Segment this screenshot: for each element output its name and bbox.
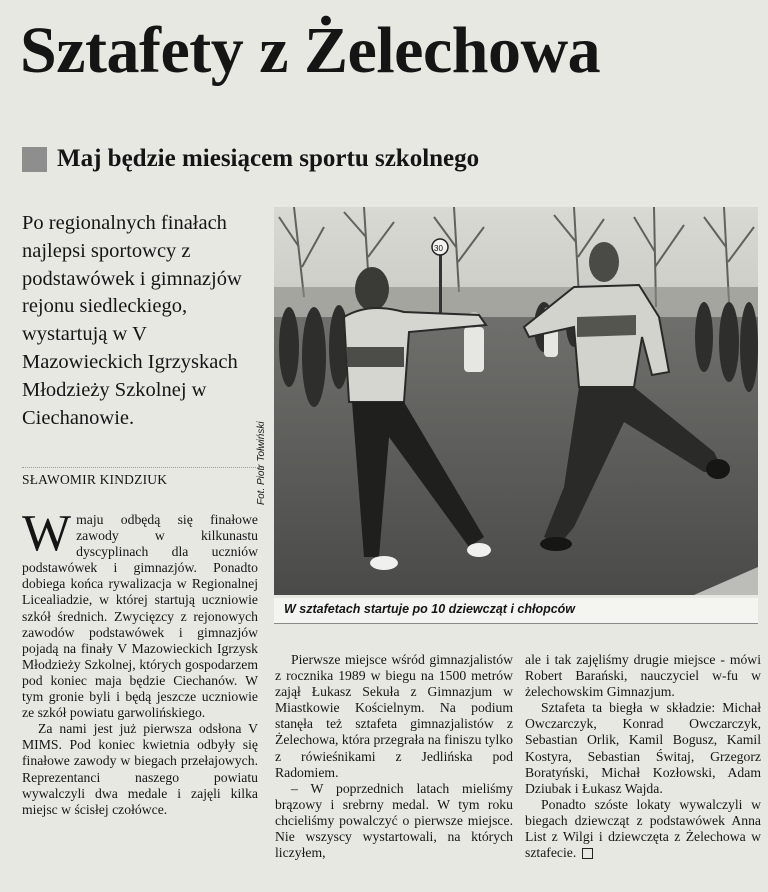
article-column-2 xyxy=(275,652,513,861)
speed-sign-number: 30 xyxy=(434,244,443,253)
article-column-1 xyxy=(22,505,258,818)
column3-paragraph-3-text: Ponadto szóste lokaty wywalczyli w biegach dziewcząt z podstawówek Anna List z Wilgi i dziewczęta z Żelechowa w sztafecie. xyxy=(525,796,761,861)
column3-paragraph-1: ale i tak zajęliśmy drugie miejsce - mówi Robert Barański, nauczyciel w-fu w żelechowskim Gimnazjum. xyxy=(525,652,761,700)
column2-paragraph-2: – W poprzednich latach mieliśmy brązowy i srebrny medal. W tym roku chcieliśmy powalczyć o pierwsze miejsce. Nie wszyscy wystartowali, na których liczyłem, xyxy=(275,780,513,861)
article-column-3 xyxy=(525,652,761,861)
photo-credit: Fot. Piotr Tołwiński xyxy=(256,421,267,505)
byline: SŁAWOMIR KINDZIUK xyxy=(22,472,168,487)
drop-cap: W xyxy=(22,505,72,562)
column2-paragraph-1: Pierwsze miejsce wśród gimnazjalistów z rocznika 1989 w biegu na 1500 metrów zajął Łukasz Sekuła z Gimnazjum w Miastkowie Kościelnym. Na podium stanęła też sztafeta gimnazjalistów z Żelechowa, która przegrała na finiszu tylko z rówieśnikami z Jedlińska pod Radomiem. xyxy=(275,652,513,780)
column3-paragraph-3 xyxy=(525,797,761,861)
subheadline: Maj będzie miesiącem sportu szkolnego xyxy=(57,145,480,172)
column1-paragraph-2: Za nami jest już pierwsza odsłona V MIMS. Pod koniec kwietnia odbyły się finałowe zawody w biegach przełajowych. Reprezentanci naszego powiatu wywalczyli dwa medale i zajęli kilka miejsc w ścisłej czołówce. xyxy=(22,721,258,817)
column1-paragraph-1-text: maju odbędą się finałowe zawody w kilkunastu dyscyplinach dla uczniów podstawówek i gimnazjów. Ponadto dobiega końca rywalizacja w Regionalnej Licealiadzie, w której startują uczniowie szkół średnich. Zwycięzcy z rejonowych zawodów podstawówek i gimnazjów pojadą na finały V Mazowieckich Igrzysk Młodzieży Szkolnej, których gospodarzem pod koniec maja będzie Ciechanów. W tym gronie byli i będą jeszcze uczniowie ze szkół powiatu garwolińskiego. xyxy=(22,512,258,721)
lead-paragraph: Po regionalnych finałach najlepsi sportowcy z podstawówek i gimnazjów rejonu siedleckiego, wystartują w V Mazowieckich Igrzyskach Młodzieży Szkolnej w Ciechanowie. xyxy=(22,212,242,429)
square-bullet-icon xyxy=(22,147,47,172)
relay-race-photo xyxy=(274,207,758,595)
headline: Sztafety z Żelechowa xyxy=(20,14,601,87)
column1-paragraph-1 xyxy=(22,505,258,721)
column3-paragraph-2: Sztafeta ta biegła w składzie: Michał Owczarczyk, Konrad Owczarczyk, Sebastian Orlik, Kamil Bogusz, Kamil Kostyra, Sebastian Świtaj, Grzegorz Boratyński, Michał Kozłowski, Adam Dziubak i Łukasz Wajda. xyxy=(525,700,761,796)
photo-caption: W sztafetach startuje po 10 dziewcząt i chłopców xyxy=(274,598,758,624)
photo-block xyxy=(274,207,758,627)
subheadline-row xyxy=(22,145,479,173)
end-of-article-icon xyxy=(582,848,593,859)
byline-divider xyxy=(22,467,264,468)
